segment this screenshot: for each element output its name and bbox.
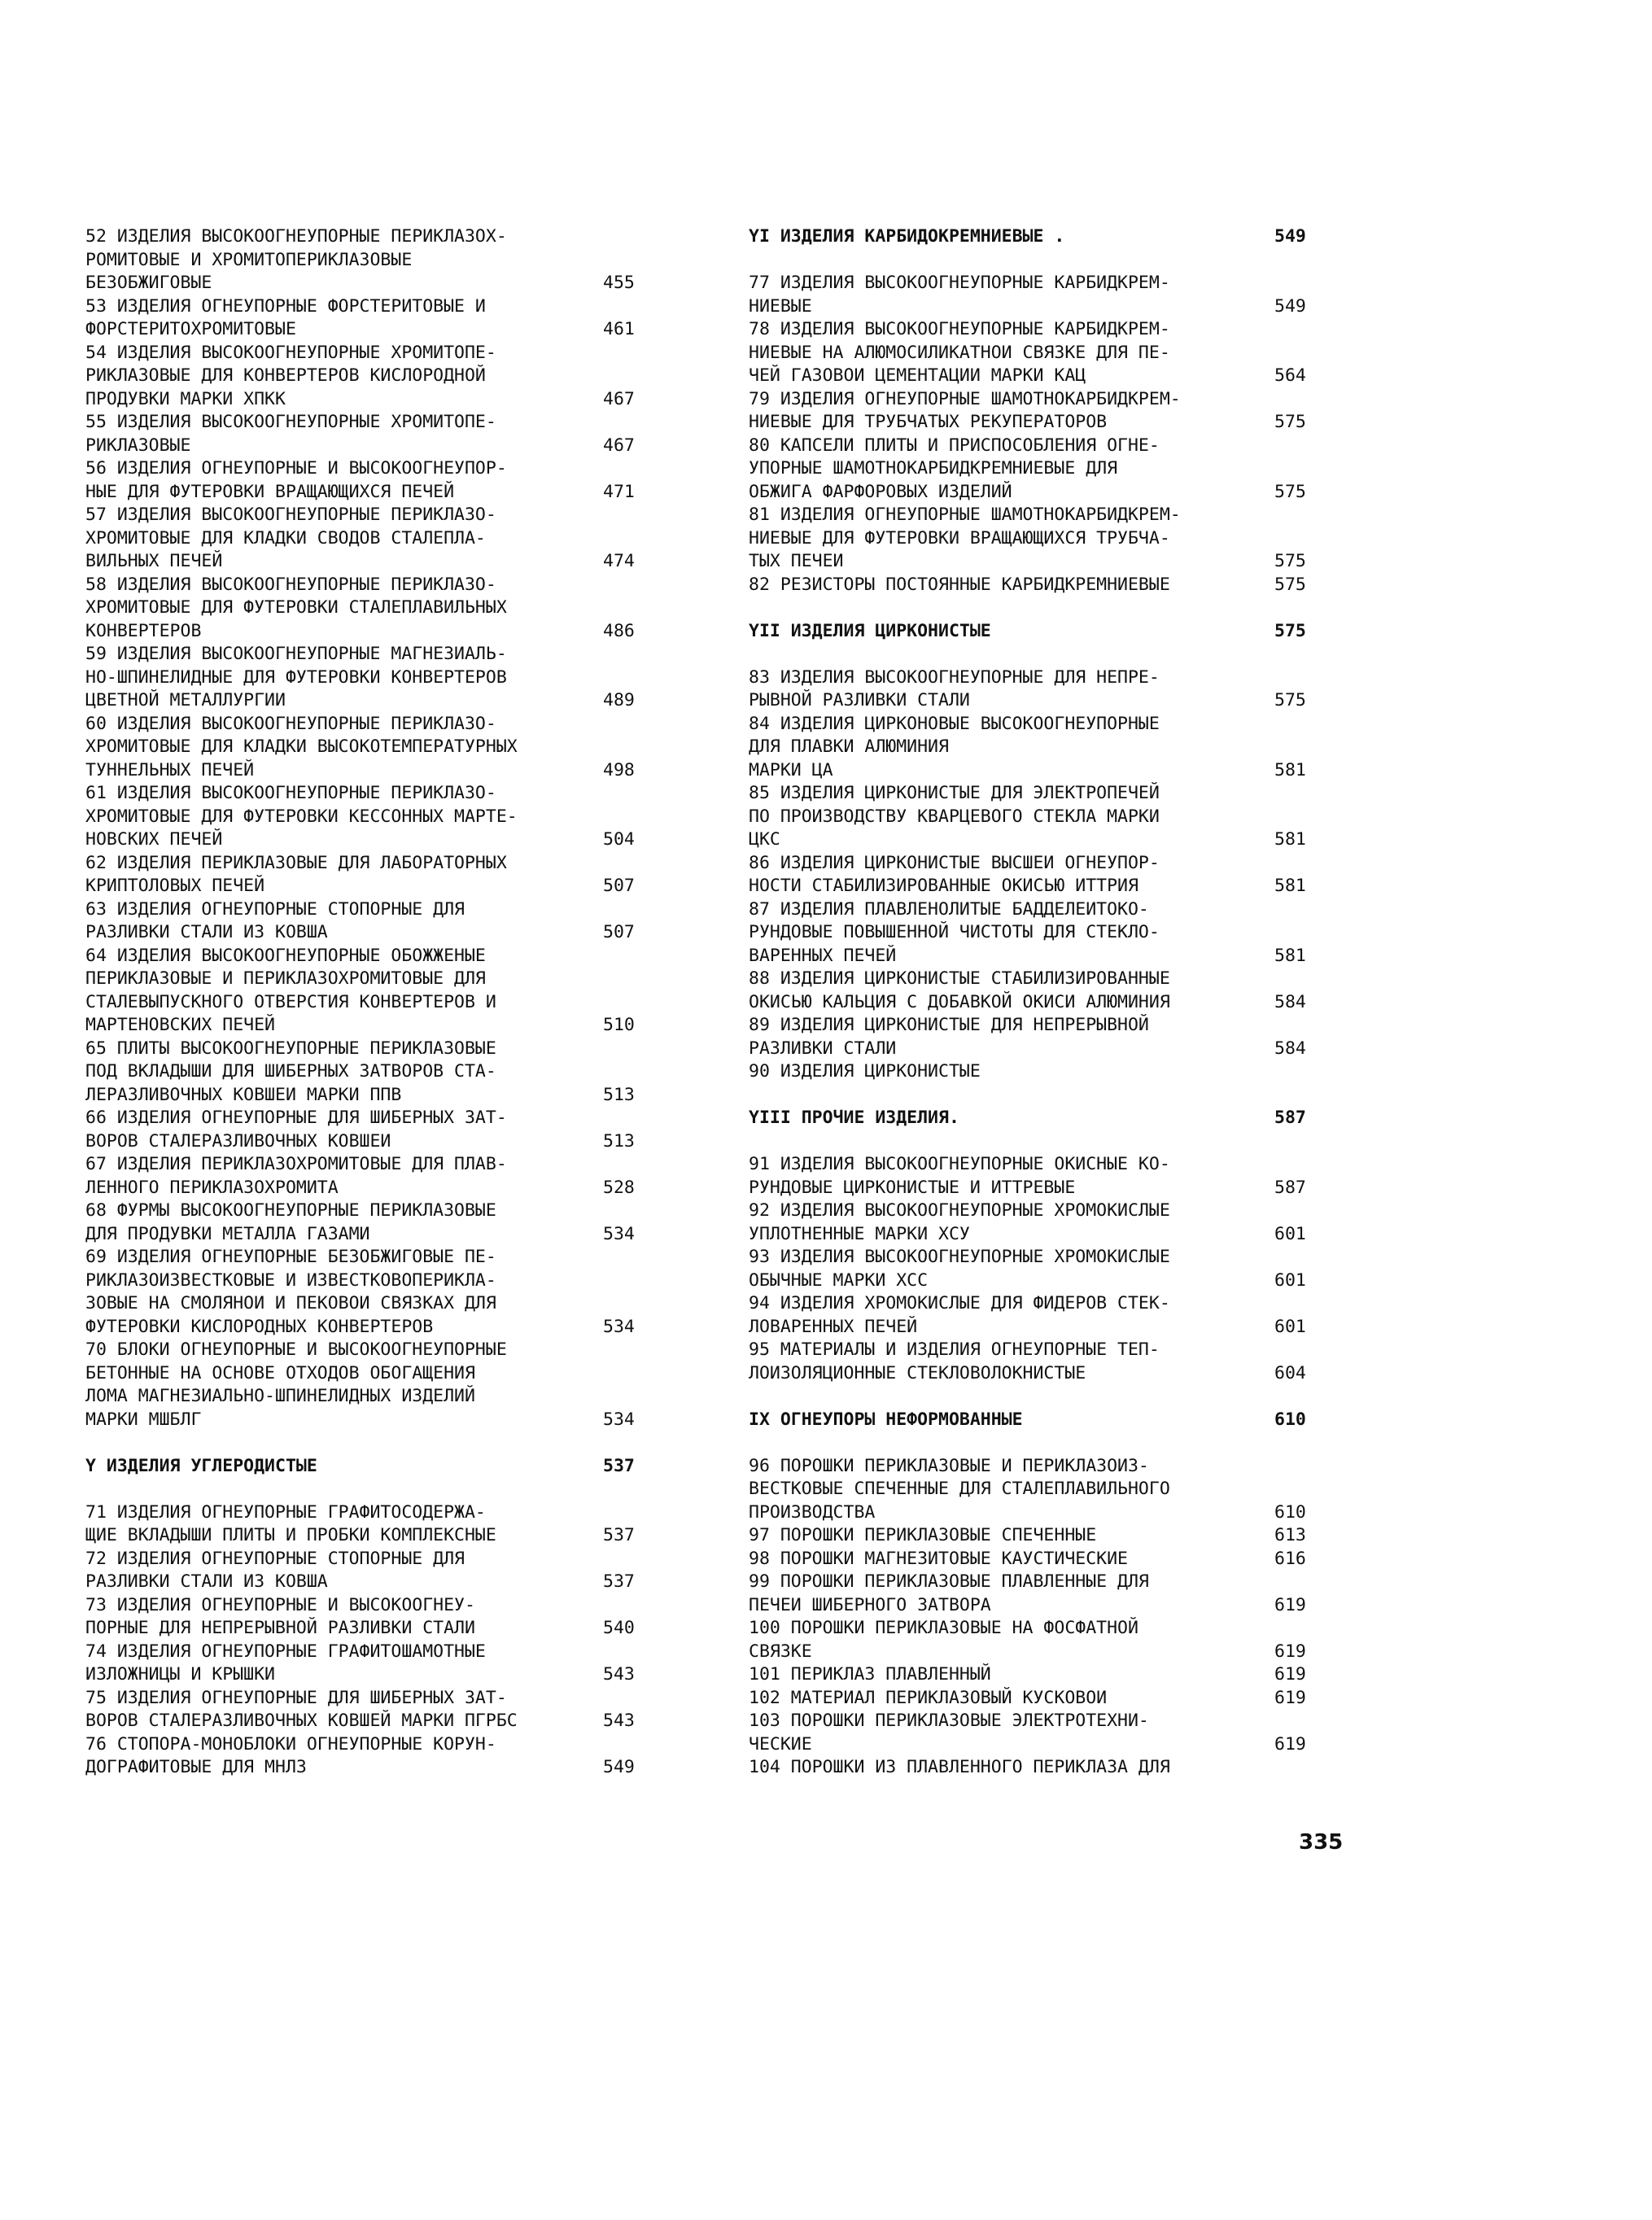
entry-page-number: 498 (603, 759, 635, 780)
entry-page-number: 601 (1274, 1270, 1306, 1291)
entry-page-number: 575 (1274, 481, 1306, 502)
entry-page-number: 534 (603, 1223, 635, 1244)
entry-page-number: 619 (1274, 1687, 1306, 1708)
entry-page-number: 581 (1274, 829, 1306, 850)
toc-entry (85, 342, 655, 412)
entry-title-line: 60 ИЗДЕЛИЯ ВЫСОКООГНЕУПОРНЫЕ ПЕРИКЛАЗО- (85, 713, 496, 734)
entry-page-number: 543 (603, 1711, 635, 1731)
entry-page-number: 549 (1274, 226, 1306, 247)
entry-title-line: НО-ШПИНЕЛИДНЫЕ ДЛЯ ФУТЕРОВКИ КОНВЕРТЕРОВ (85, 666, 507, 688)
section-gap (85, 1431, 655, 1455)
toc-entry (85, 1501, 655, 1548)
entry-page-number: 587 (1274, 1177, 1306, 1198)
entry-title-line: 69 ИЗДЕЛИЯ ОГНЕУПОРНЫЕ БЕЗОБЖИГОВЫЕ ПЕ- (85, 1247, 496, 1267)
entry-title-line: ПЕЧЕИ ШИБЕРНОГО ЗАТВОРА (749, 1594, 991, 1615)
entry-title-line: БЕТОННЫЕ НА ОСНОВЕ ОТХОДОВ ОБОГАЩЕНИЯ (85, 1362, 475, 1383)
toc-entry (85, 225, 655, 295)
entry-title-line: IX ОГНЕУПОРЫ НЕФОРМОВАННЫЕ (749, 1409, 1023, 1430)
toc-entry (85, 1733, 655, 1780)
toc-entry (85, 1153, 655, 1200)
entry-title-line: УПОРНЫЕ ШАМОТНОКАРБИДКРЕМНИЕВЫЕ ДЛЯ (749, 458, 1118, 479)
toc-entry (85, 1641, 655, 1687)
toc-entry (749, 388, 1326, 435)
entry-title-line: 103 ПОРОШКИ ПЕРИКЛАЗОВЫЕ ЭЛЕКТРОТЕХНИ- (749, 1711, 1149, 1731)
entry-page-number: 575 (1274, 690, 1306, 710)
entry-title-line: НЫЕ ДЛЯ ФУТЕРОВКИ ВРАЩАЮЩИХСЯ ПЕЧЕЙ (85, 481, 455, 502)
entry-title-line: ДЛЯ ПЛАВКИ АЛЮМИНИЯ (749, 736, 949, 757)
entry-title-line: ПЕРИКЛАЗОВЫЕ И ПЕРИКЛАЗОХРОМИТОВЫЕ ДЛЯ (85, 968, 486, 989)
contents-column-right (749, 225, 1326, 1780)
entry-page-number: 537 (603, 1571, 635, 1592)
entry-title-line: 82 РЕЗИСТОРЫ ПОСТОЯННЫЕ КАРБИДКРЕМНИЕВЫЕ (749, 574, 1170, 595)
entry-title-line: НОСТИ СТАБИЛИЗИРОВАННЫЕ ОКИСЬЮ ИТТРИЯ (749, 876, 1138, 896)
entry-page-number: 619 (1274, 1641, 1306, 1662)
entry-title-line: ПОД ВКЛАДЫШИ ДЛЯ ШИБЕРНЫХ ЗАТВОРОВ СТА- (85, 1061, 496, 1082)
entry-title-line: 99 ПОРОШКИ ПЕРИКЛАЗОВЫЕ ПЛАВЛЕННЫЕ ДЛЯ (749, 1571, 1149, 1592)
entry-title-line: ПРОИЗВОДСТВА (749, 1501, 876, 1523)
entry-page-number: 601 (1274, 1316, 1306, 1337)
entry-title-line: ХРОМИТОВЫЕ ДЛЯ КЛАДКИ ВЫСОКОТЕМПЕРАТУРНЫХ (85, 736, 518, 757)
entry-page-number: 455 (603, 273, 635, 293)
entry-title-line: 104 ПОРОШКИ ИЗ ПЛАВЛЕННОГО ПЕРИКЛАЗА ДЛЯ (749, 1757, 1170, 1777)
entry-page-number: 537 (603, 1455, 635, 1476)
entry-page-number: 507 (603, 876, 635, 896)
entry-title-line: 95 МАТЕРИАЛЫ И ИЗДЕЛИЯ ОГНЕУПОРНЫЕ ТЕП- (749, 1339, 1160, 1360)
entry-title-line: ЩИЕ ВКЛАДЫШИ ПЛИТЫ И ПРОБКИ КОМПЛЕКСНЫЕ (85, 1525, 496, 1545)
entry-title-line: 62 ИЗДЕЛИЯ ПЕРИКЛАЗОВЫЕ ДЛЯ ЛАБОРАТОРНЫХ (85, 852, 507, 873)
toc-entry (749, 1455, 1326, 1525)
toc-entry (85, 1107, 655, 1153)
entry-title-line: 53 ИЗДЕЛИЯ ОГНЕУПОРНЫЕ ФОРСТЕРИТОВЫЕ И (85, 295, 486, 317)
entry-title-line: 65 ПЛИТЫ ВЫСОКООГНЕУПОРНЫЕ ПЕРИКЛАЗОВЫЕ (85, 1038, 496, 1059)
entry-title-line: УПЛОТНЕННЫЕ МАРКИ ХСУ (749, 1223, 970, 1244)
toc-entry (749, 574, 1326, 597)
entry-page-number: 610 (1274, 1409, 1306, 1430)
entry-title-line: ХРОМИТОВЫЕ ДЛЯ ФУТЕРОВКИ СТАЛЕПЛАВИЛЬНЫХ (85, 597, 507, 618)
section-gap (85, 1478, 655, 1501)
entry-page-number: 504 (603, 829, 635, 850)
toc-entry (85, 574, 655, 644)
entry-title-line: ЛЕРАЗЛИВОЧНЫХ КОВШЕИ МАРКИ ППВ (85, 1084, 402, 1105)
entry-title-line: 98 ПОРОШКИ МАГНЕЗИТОВЫЕ КАУСТИЧЕСКИЕ (749, 1548, 1128, 1569)
toc-entry (85, 1038, 655, 1108)
entry-title-line: 91 ИЗДЕЛИЯ ВЫСОКООГНЕУПОРНЫЕ ОКИСНЫЕ КО- (749, 1154, 1170, 1174)
entry-title-line: 100 ПОРОШКИ ПЕРИКЛАЗОВЫЕ НА ФОСФАТНОЙ (749, 1618, 1138, 1638)
entry-title-line: Y ИЗДЕЛИЯ УГЛЕРОДИСТЫЕ (85, 1455, 317, 1476)
entry-page-number: 613 (1274, 1525, 1306, 1545)
toc-entry (85, 1200, 655, 1246)
entry-title-line: 63 ИЗДЕЛИЯ ОГНЕУПОРНЫЕ СТОПОРНЫЕ ДЛЯ (85, 898, 465, 920)
section-gap (749, 1130, 1326, 1154)
entry-title-line: СТАЛЕВЫПУСКНОГО ОТВЕРСТИЯ КОНВЕРТЕРОВ И (85, 991, 496, 1012)
entry-page-number: 587 (1274, 1108, 1306, 1128)
section-gap (749, 643, 1326, 666)
section-gap (749, 1084, 1326, 1108)
section-gap (749, 1385, 1326, 1409)
entry-page-number: 549 (603, 1757, 635, 1777)
entry-title-line: ВИЛЬНЫХ ПЕЧЕЙ (85, 551, 223, 571)
entry-title-line: ОКИСЬЮ КАЛЬЦИЯ С ДОБАВКОЙ ОКИСИ АЛЮМИНИЯ (749, 991, 1170, 1012)
toc-entry (85, 411, 655, 457)
entry-page-number: 584 (1274, 1038, 1306, 1059)
toc-entry (85, 457, 655, 504)
entry-title-line: 97 ПОРОШКИ ПЕРИКЛАЗОВЫЕ СПЕЧЕННЫЕ (749, 1525, 1097, 1545)
entry-title-line: НИЕВЫЕ (749, 295, 812, 317)
entry-title-line: КОНВЕРТЕРОВ (85, 620, 202, 641)
entry-title-line: НИЕВЫЕ НА АЛЮМОСИЛИКАТНОИ СВЯЗКЕ ДЛЯ ПЕ- (749, 342, 1170, 363)
entry-title-line: 71 ИЗДЕЛИЯ ОГНЕУПОРНЫЕ ГРАФИТОСОДЕРЖА- (85, 1501, 486, 1523)
entry-title-line: ЛОМА МАГНЕЗИАЛЬНО-ШПИНЕЛИДНЫХ ИЗДЕЛИЙ (85, 1386, 475, 1406)
section-gap (749, 1431, 1326, 1455)
entry-title-line: 67 ИЗДЕЛИЯ ПЕРИКЛАЗОХРОМИТОВЫЕ ДЛЯ ПЛАВ- (85, 1154, 507, 1174)
toc-entry (749, 1014, 1326, 1060)
entry-title-line: 55 ИЗДЕЛИЯ ВЫСОКООГНЕУПОРНЫЕ ХРОМИТОПЕ- (85, 412, 496, 432)
toc-entry (749, 318, 1326, 388)
toc-entry (85, 1594, 655, 1641)
entry-title-line: 88 ИЗДЕЛИЯ ЦИРКОНИСТЫЕ СТАБИЛИЗИРОВАННЫЕ (749, 968, 1170, 989)
entry-title-line: ТУННЕЛЬНЫХ ПЕЧЕЙ (85, 759, 255, 780)
toc-entry (749, 504, 1326, 574)
entry-title-line: 66 ИЗДЕЛИЯ ОГНЕУПОРНЫЕ ДЛЯ ШИБЕРНЫХ ЗАТ- (85, 1108, 507, 1128)
entry-page-number: 486 (603, 620, 635, 641)
entry-title-line: 73 ИЗДЕЛИЯ ОГНЕУПОРНЫЕ И ВЫСОКООГНЕУ- (85, 1594, 475, 1615)
entry-title-line: 77 ИЗДЕЛИЯ ВЫСОКООГНЕУПОРНЫЕ КАРБИДКРЕМ- (749, 273, 1170, 293)
toc-entry (749, 898, 1326, 968)
entry-title-line: ПРОДУВКИ МАРКИ ХПКК (85, 388, 286, 409)
entry-page-number: 616 (1274, 1548, 1306, 1569)
entry-title-line: 90 ИЗДЕЛИЯ ЦИРКОНИСТЫЕ (749, 1061, 981, 1082)
entry-page-number: 610 (1274, 1501, 1306, 1523)
toc-entry (749, 272, 1326, 318)
entry-page-number: 540 (603, 1618, 635, 1638)
entry-page-number: 507 (603, 922, 635, 942)
entry-title-line: 54 ИЗДЕЛИЯ ВЫСОКООГНЕУПОРНЫЕ ХРОМИТОПЕ- (85, 342, 496, 363)
toc-entry (749, 852, 1326, 898)
entry-page-number: 575 (1274, 412, 1306, 432)
toc-entry (749, 1292, 1326, 1339)
entry-title-line: ФОРСТЕРИТОХРОМИТОВЫЕ (85, 319, 296, 339)
entry-title-line: 64 ИЗДЕЛИЯ ВЫСОКООГНЕУПОРНЫЕ ОБОЖЖЕНЫЕ (85, 945, 486, 966)
entry-title-line: 86 ИЗДЕЛИЯ ЦИРКОНИСТЫЕ ВЫСШЕИ ОГНЕУПОР- (749, 852, 1160, 873)
entry-page-number: 528 (603, 1177, 635, 1198)
entry-page-number: 467 (603, 435, 635, 456)
entry-page-number: 601 (1274, 1223, 1306, 1244)
section-heading (749, 225, 1326, 249)
toc-entry (749, 1710, 1326, 1756)
entry-title-line: 102 МАТЕРИАЛ ПЕРИКЛАЗОВЫЙ КУСКОВОИ (749, 1687, 1108, 1708)
entry-title-line: YII ИЗДЕЛИЯ ЦИРКОНИСТЫЕ (749, 620, 991, 641)
entry-title-line: ЦВЕТНОЙ МЕТАЛЛУРГИИ (85, 690, 286, 710)
entry-title-line: ВАРЕННЫХ ПЕЧЕЙ (749, 945, 897, 966)
entry-title-line: 92 ИЗДЕЛИЯ ВЫСОКООГНЕУПОРНЫЕ ХРОМОКИСЛЫЕ (749, 1200, 1170, 1221)
entry-page-number: 534 (603, 1409, 635, 1430)
entry-page-number: 543 (603, 1664, 635, 1685)
toc-entry (749, 1571, 1326, 1617)
toc-entry (85, 945, 655, 1038)
entry-title-line: РАЗЛИВКИ СТАЛИ (749, 1038, 897, 1059)
entry-page-number: 537 (603, 1525, 635, 1545)
toc-entry (749, 782, 1326, 852)
section-gap (749, 597, 1326, 620)
toc-entry (749, 1153, 1326, 1200)
contents-column-left (85, 225, 655, 1780)
entry-title-line: 93 ИЗДЕЛИЯ ВЫСОКООГНЕУПОРНЫЕ ХРОМОКИСЛЫЕ (749, 1247, 1170, 1267)
entry-title-line: РИКЛАЗОВЫЕ ДЛЯ КОНВЕРТЕРОВ КИСЛОРОДНОЙ (85, 365, 486, 386)
entry-title-line: ЧЕЙ ГАЗОВОИ ЦЕМЕНТАЦИИ МАРКИ КАЦ (749, 365, 1086, 386)
entry-title-line: РАЗЛИВКИ СТАЛИ ИЗ КОВША (85, 1571, 328, 1592)
entry-page-number: 461 (603, 319, 635, 339)
toc-entry (85, 1548, 655, 1594)
toc-entry (85, 713, 655, 783)
toc-entry (85, 898, 655, 945)
toc-entry (749, 1060, 1326, 1084)
entry-title-line: ЦКС (749, 829, 780, 850)
entry-title-line: 61 ИЗДЕЛИЯ ВЫСОКООГНЕУПОРНЫЕ ПЕРИКЛАЗО- (85, 783, 496, 803)
entry-title-line: ЛОИЗОЛЯЦИОННЫЕ СТЕКЛОВОЛОКНИСТЫЕ (749, 1362, 1086, 1383)
toc-entry (749, 666, 1326, 713)
toc-entry (85, 1339, 655, 1431)
toc-entry (749, 1663, 1326, 1687)
toc-entry (85, 1687, 655, 1733)
entry-title-line: БЕЗОБЖИГОВЫЕ (85, 273, 212, 293)
section-heading (749, 1409, 1326, 1432)
entry-page-number: 489 (603, 690, 635, 710)
toc-entry (85, 1246, 655, 1339)
entry-page-number: 575 (1274, 620, 1306, 641)
entry-title-line: ЧЕСКИЕ (749, 1733, 812, 1755)
entry-title-line: 89 ИЗДЕЛИЯ ЦИРКОНИСТЫЕ ДЛЯ НЕПРЕРЫВНОЙ (749, 1015, 1149, 1035)
toc-entry (749, 1200, 1326, 1246)
entry-title-line: МАРТЕНОВСКИХ ПЕЧЕЙ (85, 1015, 275, 1035)
entry-title-line: ИЗЛОЖНИЦЫ И КРЫШКИ (85, 1664, 275, 1685)
entry-title-line: ФУТЕРОВКИ КИСЛОРОДНЫХ КОНВЕРТЕРОВ (85, 1316, 434, 1337)
entry-title-line: 101 ПЕРИКЛАЗ ПЛАВЛЕННЫЙ (749, 1664, 991, 1685)
entry-title-line: 79 ИЗДЕЛИЯ ОГНЕУПОРНЫЕ ШАМОТНОКАРБИДКРЕМ- (749, 388, 1181, 409)
entry-title-line: НИЕВЫЕ ДЛЯ ТРУБЧАТЫХ РЕКУПЕРАТОРОВ (749, 412, 1108, 432)
entry-title-line: РАЗЛИВКИ СТАЛИ ИЗ КОВША (85, 922, 328, 942)
entry-title-line: 70 БЛОКИ ОГНЕУПОРНЫЕ И ВЫСОКООГНЕУПОРНЫЕ (85, 1339, 507, 1360)
toc-entry (749, 1246, 1326, 1292)
entry-page-number: 513 (603, 1130, 635, 1152)
entry-title-line: ВОРОВ СТАЛЕРАЗЛИВОЧНЫХ КОВШЕИ (85, 1130, 391, 1152)
entry-title-line: РОМИТОВЫЕ И ХРОМИТОПЕРИКЛАЗОВЫЕ (85, 249, 413, 270)
entry-title-line: ЗОВЫЕ НА СМОЛЯНОИ И ПЕКОВОИ СВЯЗКАХ ДЛЯ (85, 1293, 496, 1313)
entry-page-number: 564 (1274, 365, 1306, 386)
entry-title-line: ВЕСТКОВЫЕ СПЕЧЕННЫЕ ДЛЯ СТАЛЕПЛАВИЛЬНОГО (749, 1479, 1170, 1499)
toc-entry (749, 968, 1326, 1014)
entry-title-line: ДОГРАФИТОВЫЕ ДЛЯ МНЛЗ (85, 1757, 307, 1777)
entry-title-line: ХРОМИТОВЫЕ ДЛЯ КЛАДКИ СВОДОВ СТАЛЕПЛА- (85, 527, 486, 548)
entry-title-line: 72 ИЗДЕЛИЯ ОГНЕУПОРНЫЕ СТОПОРНЫЕ ДЛЯ (85, 1548, 465, 1569)
entry-page-number: 619 (1274, 1733, 1306, 1755)
entry-page-number: 584 (1274, 991, 1306, 1012)
entry-page-number: 604 (1274, 1362, 1306, 1383)
entry-page-number: 581 (1274, 876, 1306, 896)
entry-title-line: 96 ПОРОШКИ ПЕРИКЛАЗОВЫЕ И ПЕРИКЛАЗОИЗ- (749, 1455, 1149, 1476)
toc-entry (85, 504, 655, 574)
entry-page-number: 467 (603, 388, 635, 409)
entry-title-line: 75 ИЗДЕЛИЯ ОГНЕУПОРНЫЕ ДЛЯ ШИБЕРНЫХ ЗАТ- (85, 1687, 507, 1708)
toc-entry (749, 435, 1326, 505)
entry-page-number: 474 (603, 551, 635, 571)
entry-page-number: 575 (1274, 574, 1306, 595)
entry-title-line: 94 ИЗДЕЛИЯ ХРОМОКИСЛЫЕ ДЛЯ ФИДЕРОВ СТЕК- (749, 1293, 1170, 1313)
entry-title-line: ЛЕННОГО ПЕРИКЛАЗОХРОМИТА (85, 1177, 339, 1198)
section-gap (749, 249, 1326, 273)
entry-page-number: 581 (1274, 759, 1306, 780)
entry-title-line: ХРОМИТОВЫЕ ДЛЯ ФУТЕРОВКИ КЕССОННЫХ МАРТЕ- (85, 806, 518, 827)
entry-page-number: 510 (603, 1015, 635, 1035)
entry-title-line: 85 ИЗДЕЛИЯ ЦИРКОНИСТЫЕ ДЛЯ ЭЛЕКТРОПЕЧЕЙ (749, 783, 1160, 803)
entry-title-line: 84 ИЗДЕЛИЯ ЦИРКОНОВЫЕ ВЫСОКООГНЕУПОРНЫЕ (749, 713, 1160, 734)
entry-title-line: МАРКИ ЦА (749, 759, 833, 780)
entry-title-line: ТЫХ ПЕЧЕИ (749, 551, 844, 571)
toc-entry (749, 1548, 1326, 1571)
entry-page-number: 534 (603, 1316, 635, 1337)
toc-entry (749, 1687, 1326, 1711)
entry-title-line: YI ИЗДЕЛИЯ КАРБИДОКРЕМНИЕВЫЕ . (749, 226, 1065, 247)
entry-title-line: МАРКИ МШБЛГ (85, 1409, 202, 1430)
page-number: 335 (1299, 1830, 1344, 1855)
entry-title-line: 87 ИЗДЕЛИЯ ПЛАВЛЕНОЛИТЫЕ БАДДЕЛЕИТОКО- (749, 898, 1149, 920)
entry-title-line: 58 ИЗДЕЛИЯ ВЫСОКООГНЕУПОРНЫЕ ПЕРИКЛАЗО- (85, 574, 496, 595)
entry-title-line: ВОРОВ СТАЛЕРАЗЛИВОЧНЫХ КОВШЕЙ МАРКИ ПГРБС (85, 1711, 518, 1731)
entry-title-line: 59 ИЗДЕЛИЯ ВЫСОКООГНЕУПОРНЫЕ МАГНЕЗИАЛЬ- (85, 644, 507, 664)
entry-title-line: 68 ФУРМЫ ВЫСОКООГНЕУПОРНЫЕ ПЕРИКЛАЗОВЫЕ (85, 1200, 496, 1221)
entry-title-line: НОВСКИХ ПЕЧЕЙ (85, 829, 223, 850)
entry-title-line: РУНДОВЫЕ ПОВЫШЕННОЙ ЧИСТОТЫ ДЛЯ СТЕКЛО- (749, 922, 1160, 942)
section-heading (749, 620, 1326, 644)
toc-entry (749, 1756, 1326, 1780)
toc-entry (749, 1617, 1326, 1663)
entry-page-number: 549 (1274, 295, 1306, 317)
toc-entry (749, 1524, 1326, 1548)
entry-title-line: НИЕВЫЕ ДЛЯ ФУТЕРОВКИ ВРАЩАЮЩИХСЯ ТРУБЧА- (749, 527, 1170, 548)
entry-title-line: 78 ИЗДЕЛИЯ ВЫСОКООГНЕУПОРНЫЕ КАРБИДКРЕМ- (749, 319, 1170, 339)
section-heading (749, 1107, 1326, 1130)
entry-title-line: 57 ИЗДЕЛИЯ ВЫСОКООГНЕУПОРНЫЕ ПЕРИКЛАЗО- (85, 505, 496, 525)
entry-title-line: ОБЖИГА ФАРФОРОВЫХ ИЗДЕЛИЙ (749, 481, 1012, 502)
entry-title-line: YIII ПРОЧИЕ ИЗДЕЛИЯ. (749, 1108, 959, 1128)
entry-title-line: ЛОВАРЕННЫХ ПЕЧЕЙ (749, 1316, 918, 1337)
entry-title-line: ПО ПРОИЗВОДСТВУ КВАРЦЕВОГО СТЕКЛА МАРКИ (749, 806, 1160, 827)
toc-entry (749, 713, 1326, 783)
entry-title-line: 80 КАПСЕЛИ ПЛИТЫ И ПРИСПОСОБЛЕНИЯ ОГНЕ- (749, 435, 1160, 456)
entry-title-line: 56 ИЗДЕЛИЯ ОГНЕУПОРНЫЕ И ВЫСОКООГНЕУПОР- (85, 458, 507, 479)
entry-page-number: 581 (1274, 945, 1306, 966)
entry-page-number: 513 (603, 1084, 635, 1105)
entry-page-number: 575 (1274, 551, 1306, 571)
entry-page-number: 471 (603, 481, 635, 502)
toc-entry (85, 295, 655, 342)
entry-title-line: РУНДОВЫЕ ЦИРКОНИСТЫЕ И ИТТРЕВЫЕ (749, 1177, 1076, 1198)
entry-title-line: РИКЛАЗОИЗВЕСТКОВЫЕ И ИЗВЕСТКОВОПЕРИКЛА- (85, 1270, 496, 1291)
entry-title-line: РЫВНОЙ РАЗЛИВКИ СТАЛИ (749, 690, 970, 710)
entry-title-line: ДЛЯ ПРОДУВКИ МЕТАЛЛА ГАЗАМИ (85, 1223, 370, 1244)
entry-title-line: КРИПТОЛОВЫХ ПЕЧЕЙ (85, 876, 265, 896)
entry-title-line: 74 ИЗДЕЛИЯ ОГНЕУПОРНЫЕ ГРАФИТОШАМОТНЫЕ (85, 1641, 486, 1662)
entry-title-line: СВЯЗКЕ (749, 1641, 812, 1662)
entry-title-line: 83 ИЗДЕЛИЯ ВЫСОКООГНЕУПОРНЫЕ ДЛЯ НЕПРЕ- (749, 666, 1160, 688)
entry-title-line: РИКЛАЗОВЫЕ (85, 435, 191, 456)
entry-title-line: ПОРНЫЕ ДЛЯ НЕПРЕРЫВНОЙ РАЗЛИВКИ СТАЛИ (85, 1618, 475, 1638)
entry-title-line: ОБЫЧНЫЕ МАРКИ ХСС (749, 1270, 929, 1291)
toc-entry (749, 1339, 1326, 1385)
entry-title-line: 76 СТОПОРА-МОНОБЛОКИ ОГНЕУПОРНЫЕ КОРУН- (85, 1733, 496, 1755)
section-heading (85, 1455, 655, 1479)
entry-title-line: 81 ИЗДЕЛИЯ ОГНЕУПОРНЫЕ ШАМОТНОКАРБИДКРЕМ- (749, 505, 1181, 525)
toc-entry (85, 643, 655, 713)
entry-page-number: 619 (1274, 1594, 1306, 1615)
entry-page-number: 619 (1274, 1664, 1306, 1685)
entry-title-line: 52 ИЗДЕЛИЯ ВЫСОКООГНЕУПОРНЫЕ ПЕРИКЛАЗОХ- (85, 226, 507, 247)
toc-entry (85, 782, 655, 852)
toc-entry (85, 852, 655, 898)
